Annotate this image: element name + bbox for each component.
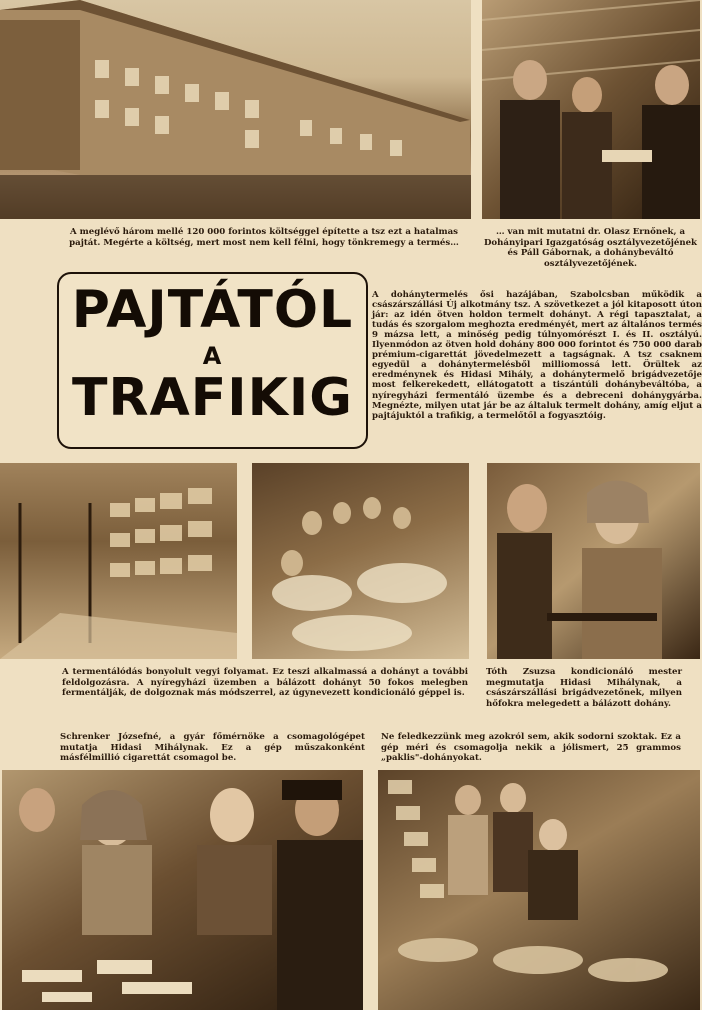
intro-paragraph: A dohánytermelés ősi hazájában, Szabolcsban működik a császárszállási Új alkotmány tsz. A szövetkezet a jól kitaposott úton jár: az idén ötven holdon termelt dohányt. A régi tapasztalat, a tudás és szorgalom meghozta eredményét, mert az általános termés 9 mázsa lett, a minőség pedig túlnyomórészt I. és II. osztályú. Ilyenmódon az ötven hold dohány 800 000 forintot és 750 000 darab prémium-cigarettát jövedelmezett a tagságnak. A tsz csaknem egyedül a dohánytermelésből milliomossá lett. Örültek az eredménynek és Hidasi Mihály, a dohánytermelő brigádvezetője most felkerekedett, ellátogatott a tiszántúli dohánybeváltóba, a nyíregyházi fermentáló üzembe és a debreceni dohánygyárba. Megnézte, milyen utat jár be az általuk termelt dohány, amíg eljut a pajtájuktól a trafikig, a termelőtől a fogyasztóig. — [372, 289, 702, 421]
visitors-photo — [482, 0, 700, 219]
title-line-3: TRAFIKIG — [72, 368, 353, 428]
packing-machine-caption: Schrenker Józsefné, a gyár főmérnöke a csomagológépet mutatja Hidasi Mihálynak. Ez a gép műszakonként másfélmillió cigarettát csomagol be. — [60, 732, 365, 764]
fermentation-caption: A termentálódás bonyolult vegyi folyamat. Ez teszi alkalmassá a dohányt a további feldolgozásra. A nyíregyházi üzemben a bálázott dohányt 50 fokos melegben fermentálják, de dolgoznak más módszerrel, az úgynevezett kondicionáló géppel is. — [62, 667, 468, 699]
sorting-photo — [252, 463, 469, 659]
barn-photo — [0, 0, 471, 219]
article-title-box — [57, 272, 368, 449]
title-line-2: A — [202, 342, 223, 370]
conditioning-photo — [487, 463, 700, 659]
hand-rollers-caption: Ne feledkezzünk meg azokról sem, akik sodorni szoktak. Ez a gép méri és csomagolja nekik a jólismert, 25 grammos „paklis"-dohányokat. — [381, 732, 681, 764]
visitors-caption: … van mit mutatni dr. Olasz Ernőnek, a Dohányipari Igazgatóság osztályvezetőjének és Páll Gábornak, a dohánybeváltó osztályvezetőjének. — [483, 227, 698, 269]
barn-caption: A meglévő három mellé 120 000 forintos költséggel építette a tsz ezt a hatalmas pajtát. Megérte a költség, mert most nem kell félni, hogy tönkremegy a termés… — [69, 227, 459, 248]
warehouse-photo — [0, 463, 237, 659]
conditioning-caption: Tóth Zsuzsa kondicionáló mester megmutatja Hidasi Mihálynak, a császárszállási brigádvezetőnek, milyen hőfokra melegedett a bálázott dohány. — [486, 667, 682, 709]
pouch-machine-photo — [378, 770, 700, 1010]
title-line-1: PAJTÁTÓL — [71, 280, 354, 340]
packing-machine-photo — [2, 770, 363, 1010]
